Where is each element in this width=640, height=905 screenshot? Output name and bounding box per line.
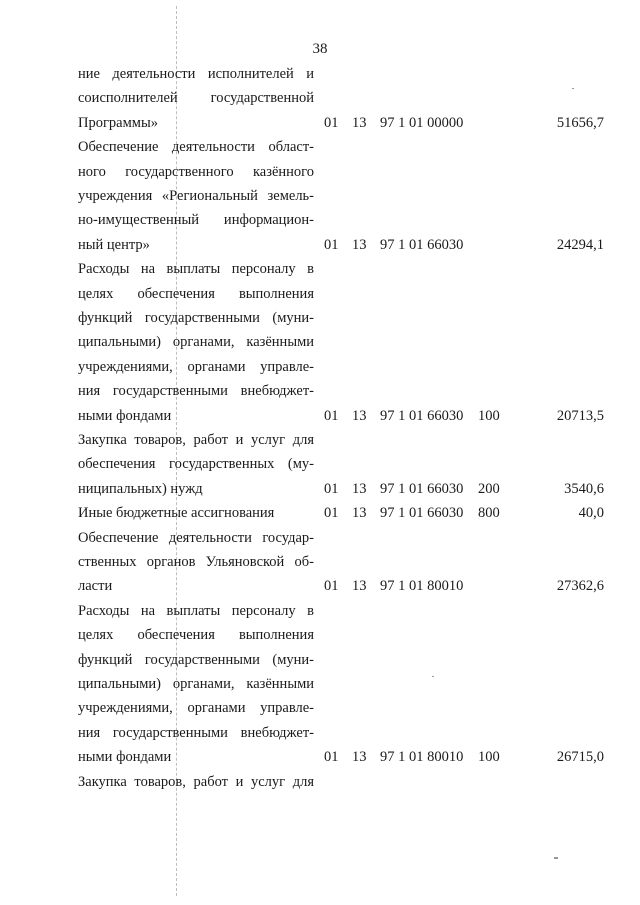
- subsection-code: 13: [352, 749, 367, 766]
- description-line: ный центр»: [78, 236, 150, 253]
- description-line: Расходы на выплаты персоналу в: [78, 602, 314, 619]
- expense-type-code: 800: [478, 505, 500, 522]
- section-code: 01: [324, 236, 339, 253]
- subsection-code: 13: [352, 505, 367, 522]
- description-line: ного государственного казённого: [78, 163, 314, 180]
- description-line: учреждения «Региональный земель-: [78, 188, 314, 204]
- target-article-code: 97 1 01 80010: [380, 578, 464, 595]
- section-code: 01: [324, 578, 339, 595]
- description-line: ния государственными внебюджет-: [78, 383, 314, 400]
- target-article-code: 97 1 01 66030: [380, 480, 464, 497]
- description-line: целях обеспечения выполнения: [78, 627, 314, 644]
- description-line: Обеспечение деятельности государ-: [78, 529, 314, 546]
- subsection-code: 13: [352, 407, 367, 424]
- description-line: ласти: [78, 578, 113, 595]
- section-code: 01: [324, 505, 339, 522]
- description-line: Закупка товаров, работ и услуг для: [78, 773, 314, 790]
- description-line: ния государственными внебюджет-: [78, 724, 314, 741]
- description-line: ными фондами: [78, 407, 172, 424]
- description-line: Иные бюджетные ассигнования: [78, 505, 275, 522]
- amount-value: 26715,0: [556, 749, 604, 766]
- target-article-code: 97 1 01 00000: [380, 114, 464, 131]
- target-article-code: 97 1 01 66030: [380, 505, 464, 522]
- description-line: Обеспечение деятельности област-: [78, 139, 314, 156]
- amount-value: 27362,6: [556, 578, 604, 595]
- amount-value: 20713,5: [556, 407, 604, 424]
- description-line: ципальными) органами, казёнными: [78, 334, 314, 351]
- description-line: учреждениями, органами управле-: [78, 358, 314, 375]
- description-line: функций государственными (муни-: [78, 310, 314, 326]
- section-code: 01: [324, 480, 339, 497]
- amount-value: 51656,7: [556, 114, 604, 131]
- amount-value: 3540,6: [564, 480, 604, 497]
- target-article-code: 97 1 01 66030: [380, 236, 464, 253]
- expense-type-code: 200: [478, 480, 500, 497]
- target-article-code: 97 1 01 80010: [380, 749, 464, 766]
- target-article-code: 97 1 01 66030: [380, 407, 464, 424]
- scan-speck: [432, 676, 434, 677]
- description-line: Расходы на выплаты персоналу в: [78, 261, 314, 278]
- section-code: 01: [324, 114, 339, 131]
- description-line: Программы»: [78, 114, 158, 131]
- expense-type-code: 100: [478, 407, 500, 424]
- subsection-code: 13: [352, 236, 367, 253]
- subsection-code: 13: [352, 480, 367, 497]
- description-line: но-имущественный информацион-: [78, 212, 314, 229]
- amount-value: 24294,1: [556, 236, 604, 253]
- description-line: ственных органов Ульяновской об-: [78, 554, 314, 570]
- expense-type-code: 100: [478, 749, 500, 766]
- section-code: 01: [324, 407, 339, 424]
- section-code: 01: [324, 749, 339, 766]
- description-line: функций государственными (муни-: [78, 651, 314, 668]
- subsection-code: 13: [352, 578, 367, 595]
- description-line: целях обеспечения выполнения: [78, 285, 314, 302]
- amount-value: 40,0: [578, 505, 604, 522]
- description-line: ными фондами: [78, 749, 172, 766]
- description-line: ниципальных) нужд: [78, 480, 203, 497]
- description-line: ципальными) органами, казёнными: [78, 676, 314, 692]
- description-line: обеспечения государственных (му-: [78, 456, 314, 473]
- description-line: Закупка товаров, работ и услуг для: [78, 432, 314, 448]
- page-number: 38: [312, 41, 328, 57]
- scan-speck: [554, 857, 558, 859]
- subsection-code: 13: [352, 114, 367, 131]
- description-line: соисполнителей государственной: [78, 90, 314, 107]
- description-line: учреждениями, органами управле-: [78, 700, 314, 717]
- description-line: ние деятельности исполнителей и: [78, 66, 314, 82]
- scan-speck: [572, 88, 574, 89]
